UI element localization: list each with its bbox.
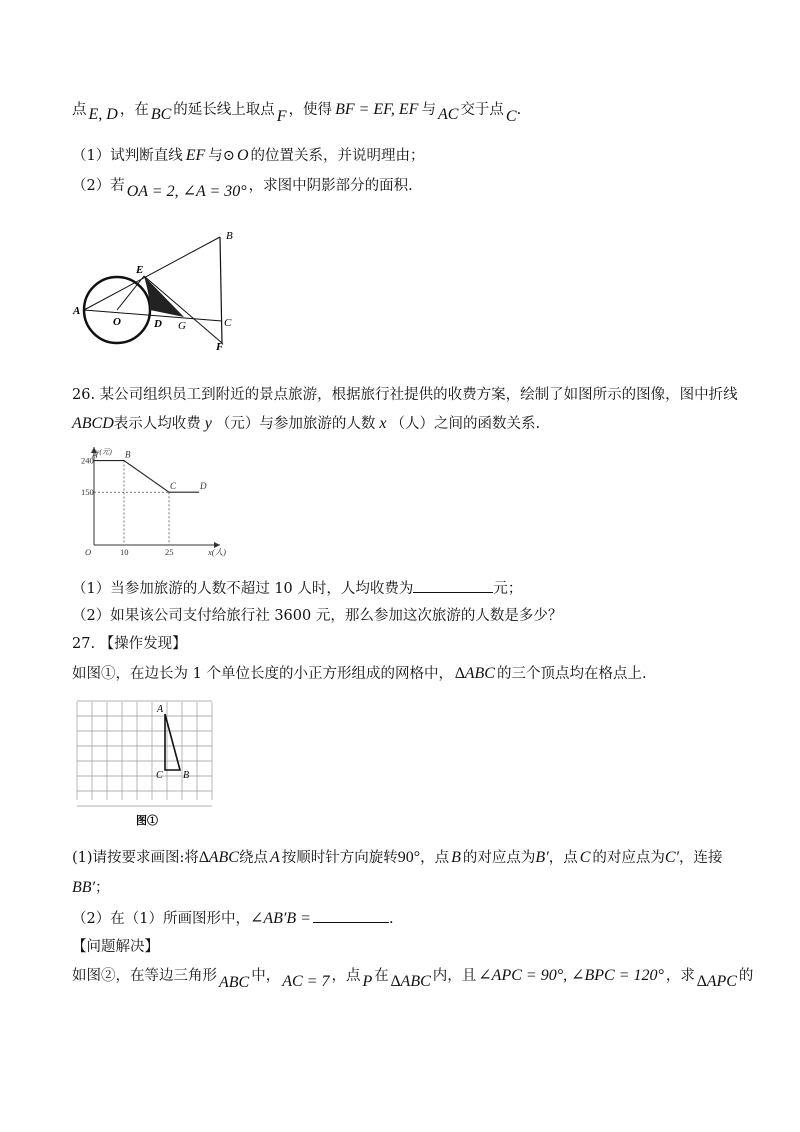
point-label-D: D — [200, 481, 207, 492]
q27-line1 — [72, 664, 647, 684]
q26-part1 — [72, 578, 522, 599]
line-AC — [84, 310, 222, 321]
math-triangle-APC: ∆APC — [696, 973, 737, 990]
math-O: O — [236, 147, 249, 164]
text: （元）与参加旅游的人数 — [215, 416, 376, 432]
label-G: G — [178, 320, 186, 332]
q27-heading: 27. 【操作发现】 — [72, 636, 187, 652]
text: 如图①，在边长为 1 个单位长度的小正方形组成的网格中， — [72, 666, 453, 682]
label-C: C — [224, 317, 232, 329]
math-triangle-ABC: ∆ABC — [198, 849, 239, 866]
answer-blank[interactable] — [413, 578, 493, 593]
text: ，点 — [548, 850, 578, 866]
text: （2）若 — [72, 178, 125, 194]
text: 如图②，在等边三角形 — [72, 968, 217, 984]
q26-line2 — [72, 414, 540, 434]
label-C: C — [156, 770, 163, 781]
label-B: B — [226, 230, 233, 242]
q27-line4 — [72, 908, 394, 929]
y-tick-label: 150 — [81, 487, 94, 498]
math-C: C — [579, 849, 591, 866]
q26-line1: 26. 某公司组织员工到附近的景点旅游，根据旅行社提供的收费方案，绘制了如图所示的图像，图中折线 — [72, 387, 738, 403]
q25-part1 — [72, 146, 425, 166]
text: 内，且 — [432, 968, 477, 984]
text: 与⊙ — [208, 148, 235, 164]
math-eq: BF = EF, EF — [335, 101, 419, 118]
math-BC: BC — [150, 106, 172, 123]
q26-part2: （2）如果该公司支付给旅行社 3600 元，那么参加这次旅游的人数是多少？ — [72, 608, 563, 624]
text: 交于点 — [460, 102, 504, 118]
label-F: F — [216, 341, 224, 353]
y-tick-label: 240 — [81, 455, 94, 466]
text: (1)请按要求画图:将 — [72, 850, 199, 866]
text: ，求 — [665, 968, 695, 984]
math-AC: AC — [437, 106, 459, 123]
text: ； — [95, 880, 110, 896]
label-D: D — [154, 318, 162, 330]
math-Bprime: B′ — [535, 849, 549, 866]
math-triangle-ABC: ∆ABC — [390, 973, 431, 990]
label-O: O — [113, 316, 121, 328]
math-cond: OA = 2, ∠A = 30° — [126, 183, 247, 200]
math-C: C — [505, 108, 517, 125]
q25-intro-line — [72, 100, 522, 125]
text: （2）在（1）所画图形中， — [72, 911, 250, 927]
text: 点 — [72, 102, 87, 118]
q27-line5 — [72, 966, 754, 991]
math-P: P — [362, 973, 373, 990]
text: 在 — [374, 968, 389, 984]
y-axis-label: y(元) — [96, 447, 112, 456]
math-90deg: 90° — [397, 849, 421, 866]
text: 的位置关系，并说明理由； — [250, 148, 425, 164]
math-EF: EF — [185, 147, 206, 164]
text: ，连接 — [679, 850, 723, 866]
text: 的对应点为 — [592, 850, 665, 866]
q25-figure — [70, 225, 240, 355]
text: ，点 — [420, 850, 450, 866]
text: 的延长线上取点 — [173, 102, 275, 118]
point-label-B: B — [125, 449, 131, 460]
text: 的对应点为 — [462, 850, 536, 866]
text: ，使得 — [288, 102, 333, 118]
q27-line2 — [72, 848, 723, 868]
text: ，求图中阴影部分的面积. — [248, 178, 413, 194]
text: 与 — [421, 102, 436, 118]
series-line-ABCD — [94, 461, 199, 493]
text: 绕点 — [238, 850, 268, 866]
text: . — [516, 102, 522, 118]
q27-grid-figure — [72, 700, 222, 828]
x-axis-label: x(人) — [208, 547, 226, 557]
label-A: A — [157, 704, 164, 715]
text: ，在 — [119, 102, 149, 118]
text: 元； — [493, 581, 523, 597]
q27-heading2: 【问题解决】 — [72, 939, 159, 955]
label-E: E — [136, 264, 144, 276]
point-label-A: A — [92, 449, 98, 460]
text: 表示人均收费 — [113, 416, 201, 432]
text: 按顺时针方向旋转 — [281, 850, 398, 866]
q27-line3 — [72, 878, 110, 898]
x-tick-label: 25 — [165, 547, 174, 557]
math-ED: E, D — [88, 106, 118, 123]
math-AC7: AC = 7 — [282, 973, 330, 990]
text: . — [388, 911, 394, 927]
math-ABCD: ABCD — [72, 415, 114, 432]
math-y: y — [204, 415, 212, 432]
math-triangle-ABC: ∆ABC — [454, 665, 495, 682]
math-Cprime: C′ — [664, 849, 680, 866]
label-B: B — [183, 770, 190, 781]
grid-lines — [77, 701, 212, 806]
math-x: x — [379, 415, 387, 432]
text: （人）之间的函数关系. — [390, 416, 541, 432]
text: （1）当参加旅游的人数不超过 10 人时，人均收费为 — [72, 581, 414, 597]
q26-chart — [80, 445, 230, 560]
math-angles: ∠APC = 90°, ∠BPC = 120° — [478, 967, 664, 984]
text: 的三个顶点均在格点上. — [496, 666, 647, 682]
text: （1）试判断直线 — [72, 148, 183, 164]
math-B: B — [451, 849, 461, 866]
label-A: A — [73, 305, 81, 317]
x-tick-label: 10 — [120, 547, 129, 557]
math-angle-ABB: ∠AB′B = — [249, 910, 311, 927]
point-label-C: C — [170, 481, 177, 492]
origin-label: O — [85, 547, 92, 557]
figure-caption: 图① — [136, 815, 158, 827]
text: 的 — [738, 968, 754, 984]
math-A: A — [269, 849, 280, 866]
text: ，点 — [331, 968, 361, 984]
math-F: F — [276, 108, 287, 125]
answer-blank[interactable] — [313, 908, 389, 923]
q25-part2 — [72, 176, 413, 200]
text: 中， — [251, 968, 281, 984]
math-ABC: ABC — [219, 974, 250, 991]
line-BF — [220, 237, 222, 343]
math-BBprime: BB′ — [72, 879, 96, 896]
